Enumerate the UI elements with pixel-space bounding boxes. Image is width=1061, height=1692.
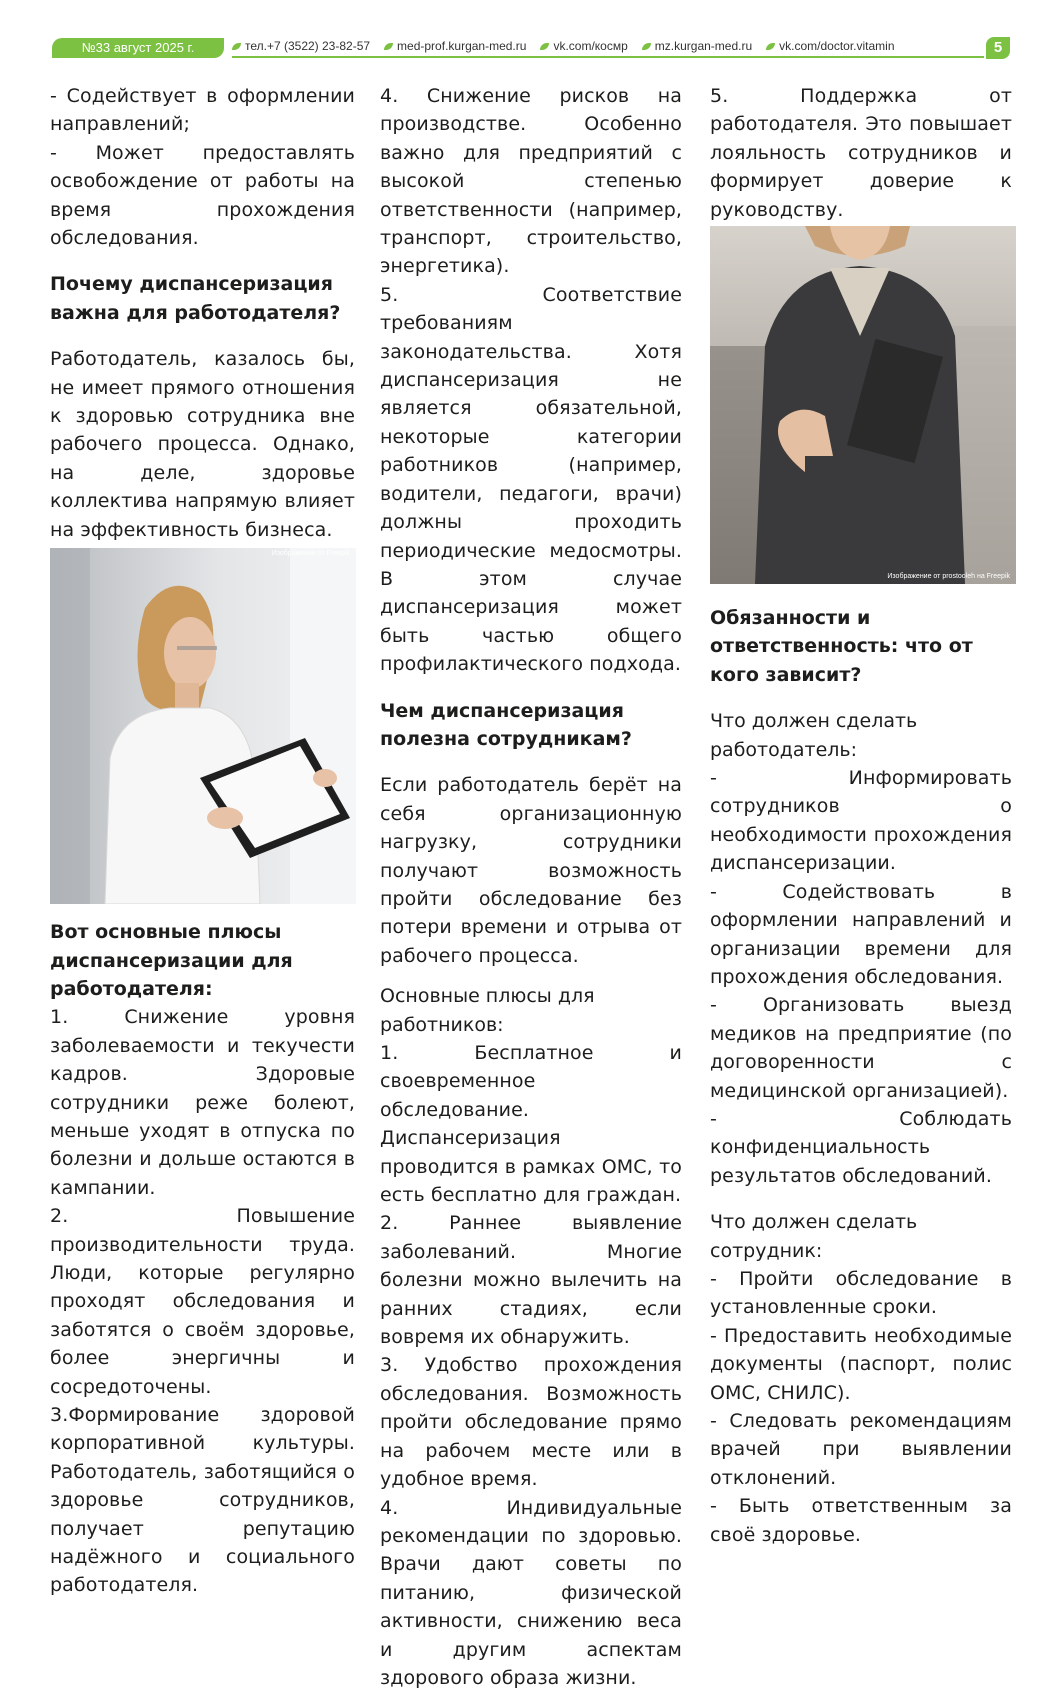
contact-site-mz-text: mz.kurgan-med.ru [655, 39, 752, 53]
businesswoman-handshake-photo [710, 226, 1016, 584]
column-1 [50, 82, 355, 1600]
contacts-bar [232, 37, 980, 55]
column-3 [710, 82, 1012, 1549]
list-item: 1. Бесплатное и своевременное обследование. Диспансеризация проводится в рамках ОМС, то есть бесплатно для граждан. [380, 1039, 682, 1209]
list-item: 2. Повышение производительности труда. Люди, которые регулярно проходят обследования и заботятся о своём здоровье, более энергичны и сосредоточены. [50, 1202, 355, 1401]
doctor-reading-folder-photo [50, 548, 356, 904]
list-item: - Соблюдать конфиденциальность результатов обследований. [710, 1105, 1012, 1190]
section-heading: Основные плюсы для работников: [380, 982, 682, 1039]
paragraph: Работодатель, казалось бы, не имеет прямого отношения к здоровью сотрудника вне рабочего процесса. Однако, на деле, здоровье коллектива напрямую влияет на эффективность бизнеса. [50, 345, 355, 544]
contact-phone[interactable] [232, 39, 370, 53]
column-2 [380, 82, 682, 1692]
leaf-icon [766, 43, 775, 50]
sub-heading: Что должен сделать сотрудник: [710, 1208, 1012, 1265]
list-item: - Организовать выезд медиков на предприятие (по договоренности с медицинской организацией). [710, 991, 1012, 1105]
leaf-icon [642, 43, 651, 50]
list-item: - Пройти обследование в установленные сроки. [710, 1265, 1012, 1322]
list-item: - Информировать сотрудников о необходимости прохождения диспансеризации. [710, 764, 1012, 878]
list-item: 3.Формирование здоровой корпоративной культуры. Работодатель, заботящийся о здоровье сотрудников, получает репутацию надёжного и социального работодателя. [50, 1401, 355, 1600]
contact-vk-vitamin-text: vk.com/doctor.vitamin [779, 39, 894, 53]
list-item: 5. Соответствие требованиям законодательства. Хотя диспансеризация не является обязательной, некоторые категории работников (например, водители, педагоги, врачи) должны проходить периодические медосмотры. В этом случае диспансеризация может быть частью общего профилактического подхода. [380, 281, 682, 679]
handshake-illustration [710, 226, 1016, 584]
list-item: - Содействовать в оформлении направлений и организации времени для прохождения обследования. [710, 878, 1012, 992]
contact-site-medprof-text: med-prof.kurgan-med.ru [397, 39, 526, 53]
section-heading: Обязанности и ответственность: что от кого зависит? [710, 604, 1012, 689]
page-number: 5 [986, 37, 1010, 59]
header-rule [232, 56, 984, 58]
paragraph: Если работодатель берёт на себя организационную нагрузку, сотрудники получают возможность пройти обследование без потери времени и отрыва от рабочего процесса. [380, 771, 682, 970]
photo-credit: Изображение от prostooleh на Freepik [887, 573, 1010, 580]
list-item: 4. Индивидуальные рекомендации по здоровью. Врачи дают советы по питанию, физической активности, снижению веса и другим аспектам здорового образа жизни. [380, 1494, 682, 1692]
contact-vk-kosmr[interactable] [540, 39, 627, 53]
list-item: - Быть ответственным за своё здоровье. [710, 1492, 1012, 1549]
paragraph: - Может предоставлять освобождение от работы на время прохождения обследования. [50, 139, 355, 253]
list-item: 5. Поддержка от работодателя. Это повышает лояльность сотрудников и формирует доверие к руководству. [710, 82, 1012, 224]
leaf-icon [232, 43, 241, 50]
doctor-illustration [50, 548, 356, 904]
photo-credit: Изображение от Freepik [272, 550, 350, 557]
section-heading: Чем диспансеризация полезна сотрудникам? [380, 697, 682, 754]
contact-site-medprof[interactable] [384, 39, 526, 53]
section-heading: Вот основные плюсы диспансеризации для работодателя: [50, 918, 355, 1003]
section-heading: Почему диспансеризация важна для работодателя? [50, 270, 355, 327]
issue-badge: №33 август 2025 г. [52, 38, 224, 58]
contact-vk-vitamin[interactable] [766, 39, 894, 53]
paragraph: - Содействует в оформлении направлений; [50, 82, 355, 139]
leaf-icon [384, 43, 393, 50]
leaf-icon [540, 43, 549, 50]
list-item: 3. Удобство прохождения обследования. Возможность пройти обследование прямо на рабочем месте или в удобное время. [380, 1351, 682, 1493]
list-item: 2. Раннее выявление заболеваний. Многие болезни можно вылечить на ранних стадиях, если вовремя их обнаружить. [380, 1209, 682, 1351]
list-item: 4. Снижение рисков на производстве. Особенно важно для предприятий с высокой степенью ответственности (например, транспорт, строительство, энергетика). [380, 82, 682, 281]
contact-site-mz[interactable] [642, 39, 752, 53]
list-item: - Предоставить необходимые документы (паспорт, полис ОМС, СНИЛС). [710, 1322, 1012, 1407]
list-item: - Следовать рекомендациям врачей при выявлении отклонений. [710, 1407, 1012, 1492]
contact-vk-kosmr-text: vk.com/космр [553, 39, 627, 53]
list-item: 1. Снижение уровня заболеваемости и текучести кадров. Здоровые сотрудники реже болеют, меньше уходят в отпуска по болезни и дольше остаются в кампании. [50, 1003, 355, 1202]
contact-phone-text: тел.+7 (3522) 23-82-57 [245, 39, 370, 53]
sub-heading: Что должен сделать работодатель: [710, 707, 1012, 764]
